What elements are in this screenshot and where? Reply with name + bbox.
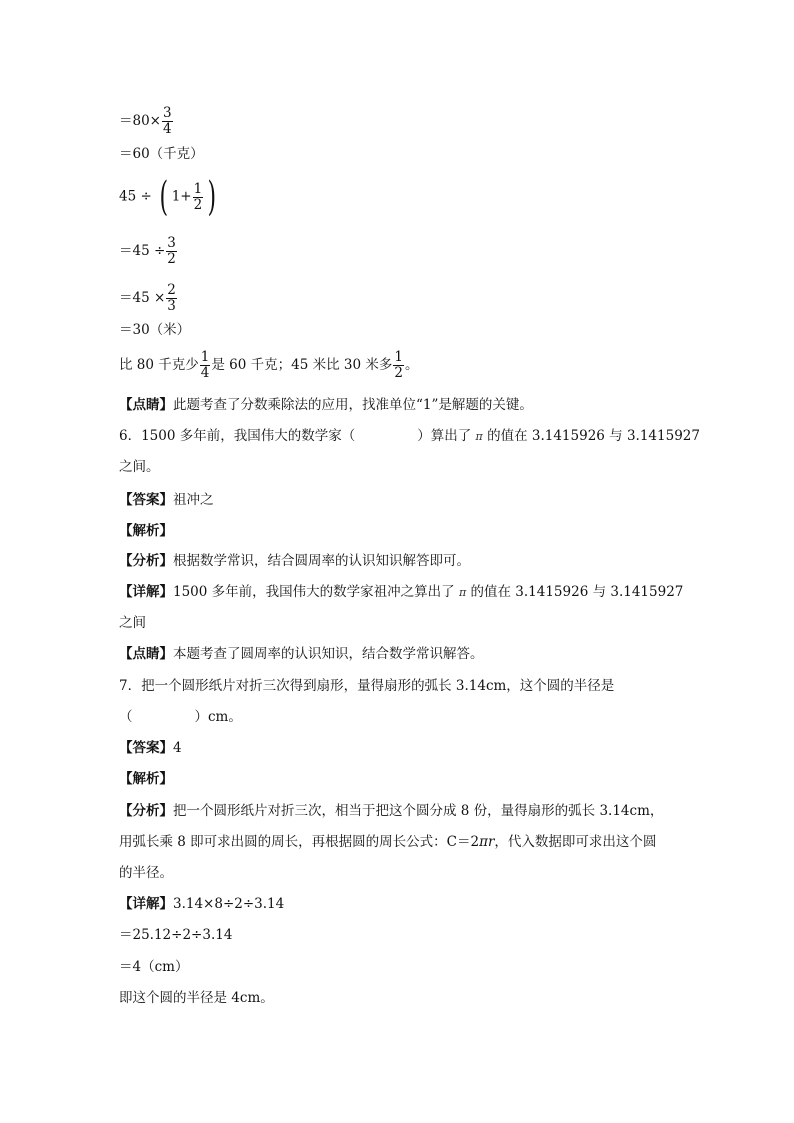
fraction-denominator: 4 (163, 121, 172, 137)
fraction-denominator: 2 (394, 365, 403, 381)
answer-tag: 【答案】 (119, 740, 173, 756)
dianjing-text: 此题考查了分数乘除法的应用，找准单位“1”是解题的关键。 (173, 397, 533, 413)
q7-answer (119, 738, 182, 758)
answer-tag: 【答案】 (119, 492, 173, 508)
fenxi-text: 根据数学常识，结合圆周率的认识知识解答即可。 (173, 553, 470, 569)
calc-text: 45 ÷ (119, 188, 152, 205)
q6-dianjing (119, 644, 484, 664)
pi-symbol: π (458, 586, 467, 599)
xiangjie-tag: 【详解】 (119, 896, 173, 912)
calc-text: ＝45 × (119, 290, 166, 306)
q6-text: ）算出了 (417, 428, 472, 444)
q6-xiangjie (119, 582, 683, 603)
q7-calc-line-3: ＝4（cm） (119, 959, 189, 975)
xiangjie-text: 1500 多年前，我国伟大的数学家祖冲之算出了 (173, 584, 455, 600)
dianjing-line (119, 395, 533, 415)
fraction (193, 182, 204, 213)
left-paren: ( (159, 174, 169, 220)
fraction (162, 106, 173, 137)
xiangjie-text: 3.14×8÷2÷3.14 (173, 896, 285, 912)
calc-line-3 (119, 174, 220, 220)
fenxi-text: 用弧长乘 8 即可求出圆的周长，再根据圆的周长公式：C＝2 (119, 834, 480, 850)
fraction (200, 350, 211, 381)
q7-fenxi (119, 801, 663, 821)
fraction (166, 283, 177, 314)
q6-text: 6．1500 多年前，我国伟大的数学家（ (119, 428, 356, 444)
fraction-denominator: 2 (167, 251, 176, 267)
fraction (166, 236, 177, 267)
dianjing-text: 本题考查了圆周率的认识知识，结合数学常识解答。 (173, 646, 484, 662)
fenxi-text: 把一个圆形纸片对折三次，相当于把这个圆分成 8 份，量得扇形的弧长 3.14cm， (173, 803, 664, 819)
q7-jiexi: 【解析】 (119, 771, 173, 787)
fenxi-text: ，代入数据即可求出这个圆 (494, 834, 657, 850)
fraction-numerator: 3 (163, 105, 172, 121)
q6-xiangjie-line-2: 之间 (119, 615, 146, 631)
calc-text: 是 60 千克；45 米比 30 米多 (211, 357, 393, 373)
calc-line-7 (119, 350, 418, 381)
calc-text: ＝45 ÷ (119, 243, 166, 259)
q7-text: ）cm。 (194, 709, 242, 725)
fenxi-tag: 【分析】 (119, 803, 173, 819)
xiangjie-text: 的值在 3.1415926 与 3.1415927 (470, 584, 684, 600)
calc-text: 1+ (171, 188, 192, 205)
q7-xiangjie (119, 894, 284, 914)
dianjing-tag: 【点睛】 (119, 397, 173, 413)
fraction-numerator: 1 (394, 349, 403, 365)
q6-text: 的值在 3.1415926 与 3.1415927 (487, 428, 700, 444)
right-paren: ) (207, 174, 217, 220)
fraction-denominator: 3 (167, 298, 176, 314)
fenxi-tag: 【分析】 (119, 553, 173, 569)
fraction (393, 350, 404, 381)
fraction-denominator: 4 (200, 365, 210, 381)
answer-text: 祖冲之 (173, 492, 214, 508)
q7-text: （ (119, 709, 133, 725)
xiangjie-tag: 【详解】 (119, 584, 173, 600)
calc-line-5 (119, 283, 178, 314)
q7-fenxi-line-2 (119, 832, 656, 852)
calc-text: ＝80× (119, 113, 161, 129)
fraction-numerator: 1 (200, 349, 210, 365)
fraction-numerator: 2 (167, 282, 176, 298)
q7-question: 7．把一个圆形纸片对折三次得到扇形，量得扇形的弧长 3.14cm，这个圆的半径是 (119, 678, 615, 694)
q7-question-line-2 (119, 707, 242, 727)
answer-text: 4 (173, 740, 182, 756)
q6-question-line-2: 之间。 (119, 459, 160, 475)
calc-line-4 (119, 236, 178, 267)
dianjing-tag: 【点睛】 (119, 646, 173, 662)
q6-question (119, 426, 700, 447)
fraction-numerator: 3 (167, 235, 176, 251)
fraction-denominator: 2 (193, 196, 203, 213)
calc-line-1 (119, 106, 174, 137)
pi-symbol: π (475, 430, 483, 443)
formula-pi-r: πr (479, 834, 495, 850)
q7-calc-line-2: ＝25.12÷2÷3.14 (119, 927, 233, 943)
fraction-numerator: 1 (193, 180, 203, 197)
q7-fenxi-line-3: 的半径。 (119, 865, 173, 881)
q6-fenxi (119, 551, 470, 571)
q6-answer (119, 490, 214, 510)
calc-line-6: ＝30（米） (119, 322, 191, 338)
calc-text: 比 80 千克少 (119, 357, 199, 373)
calc-line-2: ＝60（千克） (119, 146, 204, 162)
q6-jiexi: 【解析】 (119, 523, 173, 539)
q7-conclusion: 即这个圆的半径是 4cm。 (119, 990, 274, 1006)
calc-text: 。 (404, 357, 419, 373)
